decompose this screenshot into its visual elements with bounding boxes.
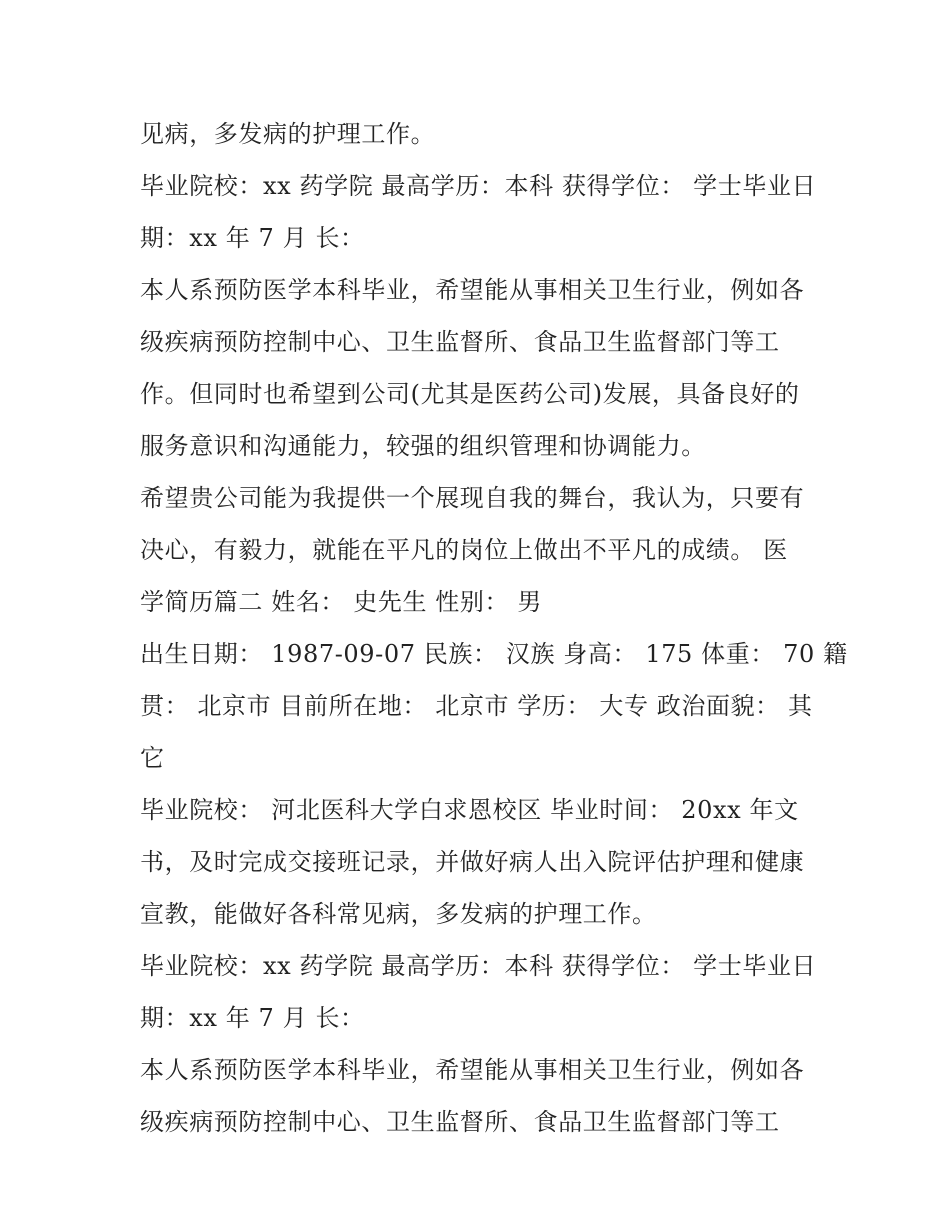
- text-line: 毕业院校： 河北医科大学白求恩校区 毕业时间： 20xx 年文: [140, 796, 799, 824]
- text-line: 学简历篇二 姓名： 史先生 性别： 男: [140, 588, 542, 616]
- text-line: 级疾病预防控制中心、卫生监督所、食品卫生监督部门等工: [140, 1108, 780, 1136]
- text-line: 服务意识和沟通能力，较强的组织管理和协调能力。: [140, 432, 706, 460]
- text-line: 见病，多发病的护理工作。: [140, 120, 436, 148]
- document-body: [140, 108, 848, 1148]
- text-line: 它: [140, 744, 165, 772]
- text-line: 宣教，能做好各科常见病，多发病的护理工作。: [140, 900, 657, 928]
- text-line: 本人系预防医学本科毕业，希望能从事相关卫生行业，例如各: [140, 276, 805, 304]
- text-line: 出生日期： 1987-09-07 民族： 汉族 身高： 175 体重： 70 籍: [140, 640, 848, 668]
- text-line: 作。但同时也希望到公司(尤其是医药公司)发展，具备良好的: [140, 380, 800, 408]
- text-line: 毕业院校：xx 药学院 最高学历：本科 获得学位： 学士毕业日: [140, 952, 817, 980]
- text-line: 毕业院校：xx 药学院 最高学历：本科 获得学位： 学士毕业日: [140, 172, 817, 200]
- text-line: 本人系预防医学本科毕业，希望能从事相关卫生行业，例如各: [140, 1056, 805, 1084]
- text-line: 期：xx 年 7 月 长：: [140, 224, 365, 252]
- text-line: 贯： 北京市 目前所在地： 北京市 学历： 大专 政治面貌： 其: [140, 692, 813, 720]
- text-line: 书，及时完成交接班记录，并做好病人出入院评估护理和健康: [140, 848, 805, 876]
- text-line: 期：xx 年 7 月 长：: [140, 1004, 365, 1032]
- text-line: 决心，有毅力，就能在平凡的岗位上做出不平凡的成绩。 医: [140, 536, 788, 564]
- text-line: 级疾病预防控制中心、卫生监督所、食品卫生监督部门等工: [140, 328, 780, 356]
- text-line: 希望贵公司能为我提供一个展现自我的舞台，我认为，只要有: [140, 484, 805, 512]
